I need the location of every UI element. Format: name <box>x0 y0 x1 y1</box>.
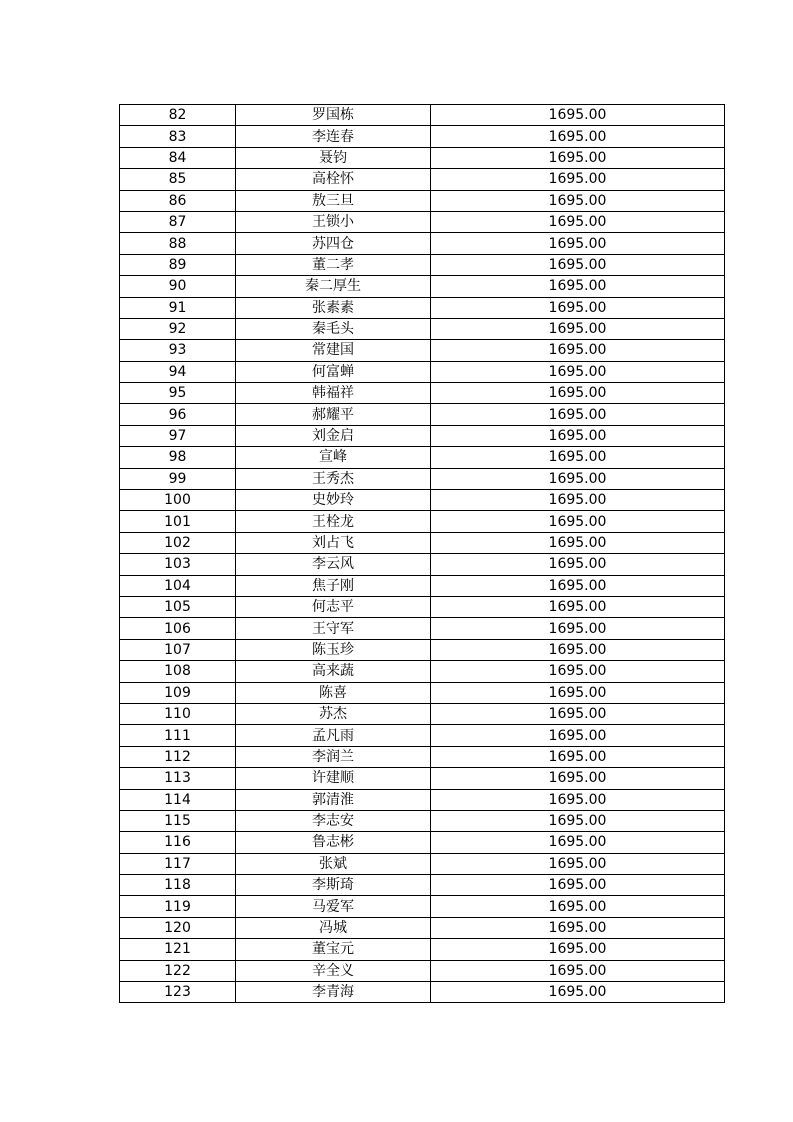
amount-cell: 1695.00 <box>431 639 725 660</box>
name-cell: 李斯琦 <box>236 875 431 896</box>
row-number-cell: 92 <box>120 318 236 339</box>
row-number-cell: 86 <box>120 190 236 211</box>
table-row <box>120 618 725 639</box>
row-number-cell: 109 <box>120 682 236 703</box>
row-number-cell: 119 <box>120 896 236 917</box>
amount-cell: 1695.00 <box>431 468 725 489</box>
name-cell: 史妙玲 <box>236 490 431 511</box>
name-cell: 冯城 <box>236 917 431 938</box>
table-row <box>120 575 725 596</box>
table-row <box>120 596 725 617</box>
table-row <box>120 939 725 960</box>
row-number-cell: 85 <box>120 169 236 190</box>
amount-cell: 1695.00 <box>431 596 725 617</box>
table-row <box>120 789 725 810</box>
name-cell: 王守军 <box>236 618 431 639</box>
table-row <box>120 340 725 361</box>
row-number-cell: 123 <box>120 982 236 1003</box>
table-row <box>120 383 725 404</box>
amount-cell: 1695.00 <box>431 618 725 639</box>
table-row <box>120 853 725 874</box>
name-cell: 秦二厚生 <box>236 276 431 297</box>
table-row <box>120 254 725 275</box>
row-number-cell: 111 <box>120 725 236 746</box>
row-number-cell: 117 <box>120 853 236 874</box>
row-number-cell: 103 <box>120 554 236 575</box>
name-cell: 敖三旦 <box>236 190 431 211</box>
name-cell: 王锁小 <box>236 211 431 232</box>
table-row <box>120 661 725 682</box>
amount-cell: 1695.00 <box>431 276 725 297</box>
name-cell: 韩福祥 <box>236 383 431 404</box>
row-number-cell: 99 <box>120 468 236 489</box>
name-cell: 高栓怀 <box>236 169 431 190</box>
name-cell: 聂钧 <box>236 147 431 168</box>
payment-table <box>119 104 725 1003</box>
name-cell: 刘金启 <box>236 425 431 446</box>
row-number-cell: 100 <box>120 490 236 511</box>
row-number-cell: 89 <box>120 254 236 275</box>
amount-cell: 1695.00 <box>431 340 725 361</box>
name-cell: 董宝元 <box>236 939 431 960</box>
row-number-cell: 90 <box>120 276 236 297</box>
amount-cell: 1695.00 <box>431 575 725 596</box>
name-cell: 张斌 <box>236 853 431 874</box>
row-number-cell: 112 <box>120 746 236 767</box>
name-cell: 宣峰 <box>236 447 431 468</box>
row-number-cell: 91 <box>120 297 236 318</box>
amount-cell: 1695.00 <box>431 511 725 532</box>
name-cell: 董二孝 <box>236 254 431 275</box>
table-row <box>120 768 725 789</box>
name-cell: 马爱军 <box>236 896 431 917</box>
name-cell: 辛全义 <box>236 960 431 981</box>
row-number-cell: 98 <box>120 447 236 468</box>
name-cell: 高来蔬 <box>236 661 431 682</box>
row-number-cell: 88 <box>120 233 236 254</box>
table-row <box>120 490 725 511</box>
table-row <box>120 703 725 724</box>
amount-cell: 1695.00 <box>431 810 725 831</box>
amount-cell: 1695.00 <box>431 404 725 425</box>
row-number-cell: 95 <box>120 383 236 404</box>
row-number-cell: 83 <box>120 126 236 147</box>
name-cell: 鲁志彬 <box>236 832 431 853</box>
row-number-cell: 107 <box>120 639 236 660</box>
name-cell: 陈喜 <box>236 682 431 703</box>
amount-cell: 1695.00 <box>431 254 725 275</box>
row-number-cell: 87 <box>120 211 236 232</box>
amount-cell: 1695.00 <box>431 361 725 382</box>
amount-cell: 1695.00 <box>431 896 725 917</box>
table-row <box>120 746 725 767</box>
amount-cell: 1695.00 <box>431 126 725 147</box>
name-cell: 孟凡雨 <box>236 725 431 746</box>
name-cell: 焦子刚 <box>236 575 431 596</box>
row-number-cell: 121 <box>120 939 236 960</box>
table-row <box>120 917 725 938</box>
table-row <box>120 211 725 232</box>
amount-cell: 1695.00 <box>431 768 725 789</box>
table-row <box>120 276 725 297</box>
row-number-cell: 105 <box>120 596 236 617</box>
amount-cell: 1695.00 <box>431 554 725 575</box>
amount-cell: 1695.00 <box>431 169 725 190</box>
row-number-cell: 122 <box>120 960 236 981</box>
name-cell: 李青海 <box>236 982 431 1003</box>
table-row <box>120 297 725 318</box>
row-number-cell: 101 <box>120 511 236 532</box>
row-number-cell: 120 <box>120 917 236 938</box>
table-row <box>120 554 725 575</box>
row-number-cell: 84 <box>120 147 236 168</box>
amount-cell: 1695.00 <box>431 746 725 767</box>
amount-cell: 1695.00 <box>431 725 725 746</box>
payment-table-body <box>120 105 725 1003</box>
row-number-cell: 108 <box>120 661 236 682</box>
table-row <box>120 447 725 468</box>
name-cell: 罗国栋 <box>236 105 431 126</box>
table-row <box>120 810 725 831</box>
table-row <box>120 960 725 981</box>
row-number-cell: 102 <box>120 532 236 553</box>
row-number-cell: 97 <box>120 425 236 446</box>
table-row <box>120 832 725 853</box>
row-number-cell: 110 <box>120 703 236 724</box>
table-row <box>120 639 725 660</box>
amount-cell: 1695.00 <box>431 853 725 874</box>
row-number-cell: 115 <box>120 810 236 831</box>
table-row <box>120 361 725 382</box>
name-cell: 郭清淮 <box>236 789 431 810</box>
amount-cell: 1695.00 <box>431 661 725 682</box>
table-row <box>120 233 725 254</box>
table-row <box>120 896 725 917</box>
amount-cell: 1695.00 <box>431 383 725 404</box>
amount-cell: 1695.00 <box>431 917 725 938</box>
table-row <box>120 725 725 746</box>
table-row <box>120 425 725 446</box>
amount-cell: 1695.00 <box>431 982 725 1003</box>
row-number-cell: 106 <box>120 618 236 639</box>
table-row <box>120 875 725 896</box>
row-number-cell: 118 <box>120 875 236 896</box>
name-cell: 苏四仓 <box>236 233 431 254</box>
name-cell: 李云风 <box>236 554 431 575</box>
row-number-cell: 82 <box>120 105 236 126</box>
name-cell: 苏杰 <box>236 703 431 724</box>
name-cell: 秦毛头 <box>236 318 431 339</box>
name-cell: 郝耀平 <box>236 404 431 425</box>
amount-cell: 1695.00 <box>431 190 725 211</box>
table-row <box>120 190 725 211</box>
amount-cell: 1695.00 <box>431 318 725 339</box>
amount-cell: 1695.00 <box>431 832 725 853</box>
name-cell: 何志平 <box>236 596 431 617</box>
name-cell: 王栓龙 <box>236 511 431 532</box>
table-row <box>120 682 725 703</box>
table-row <box>120 511 725 532</box>
amount-cell: 1695.00 <box>431 789 725 810</box>
table-row <box>120 404 725 425</box>
amount-cell: 1695.00 <box>431 297 725 318</box>
row-number-cell: 94 <box>120 361 236 382</box>
name-cell: 李连春 <box>236 126 431 147</box>
table-row <box>120 468 725 489</box>
table-row <box>120 169 725 190</box>
row-number-cell: 113 <box>120 768 236 789</box>
amount-cell: 1695.00 <box>431 233 725 254</box>
row-number-cell: 114 <box>120 789 236 810</box>
name-cell: 李润兰 <box>236 746 431 767</box>
amount-cell: 1695.00 <box>431 939 725 960</box>
amount-cell: 1695.00 <box>431 960 725 981</box>
amount-cell: 1695.00 <box>431 211 725 232</box>
amount-cell: 1695.00 <box>431 532 725 553</box>
name-cell: 王秀杰 <box>236 468 431 489</box>
amount-cell: 1695.00 <box>431 682 725 703</box>
amount-cell: 1695.00 <box>431 147 725 168</box>
table-row <box>120 532 725 553</box>
table-row <box>120 982 725 1003</box>
amount-cell: 1695.00 <box>431 875 725 896</box>
table-row <box>120 126 725 147</box>
amount-cell: 1695.00 <box>431 105 725 126</box>
name-cell: 何富蝉 <box>236 361 431 382</box>
row-number-cell: 96 <box>120 404 236 425</box>
amount-cell: 1695.00 <box>431 703 725 724</box>
name-cell: 许建顺 <box>236 768 431 789</box>
amount-cell: 1695.00 <box>431 447 725 468</box>
amount-cell: 1695.00 <box>431 490 725 511</box>
name-cell: 陈玉珍 <box>236 639 431 660</box>
row-number-cell: 116 <box>120 832 236 853</box>
name-cell: 刘占飞 <box>236 532 431 553</box>
name-cell: 常建国 <box>236 340 431 361</box>
row-number-cell: 93 <box>120 340 236 361</box>
name-cell: 李志安 <box>236 810 431 831</box>
table-row <box>120 318 725 339</box>
table-row <box>120 105 725 126</box>
name-cell: 张素素 <box>236 297 431 318</box>
row-number-cell: 104 <box>120 575 236 596</box>
amount-cell: 1695.00 <box>431 425 725 446</box>
table-row <box>120 147 725 168</box>
